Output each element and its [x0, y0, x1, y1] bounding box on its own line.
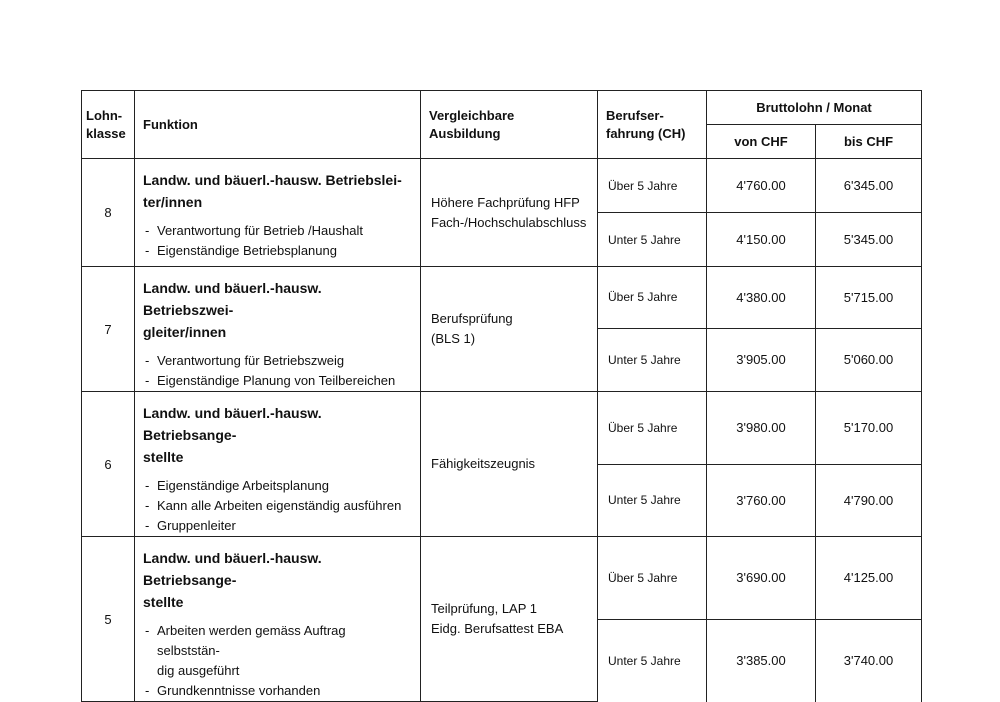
table-row — [82, 392, 922, 465]
ausbildung-cell: Höhere Fachprüfung HFP Fach-/Hochschulabschluss — [421, 159, 598, 267]
salary-bis-value: 4'125.00 — [816, 537, 922, 620]
duty-item: - Gruppenleiter — [143, 516, 412, 536]
experience-under-label: Unter 5 Jahre — [598, 464, 707, 537]
funktion-title: Landw. und bäuerl.-hausw. Betriebszwei- gleiter/innen — [143, 280, 322, 340]
lohnklasse-cell: 6 — [82, 392, 135, 537]
salary-bis-value: 4'790.00 — [816, 464, 922, 537]
experience-over-label: Über 5 Jahre — [598, 159, 707, 213]
table-body — [82, 159, 922, 702]
funktion-cell — [135, 537, 421, 702]
duty-item: - Eigenständige Betriebsplanung — [143, 241, 412, 261]
salary-bis-value: 5'715.00 — [816, 267, 922, 329]
header-bruttolohn: Bruttolohn / Monat — [707, 91, 922, 125]
salary-bis-value: 5'345.00 — [816, 213, 922, 267]
salary-bis-value: 5'060.00 — [816, 328, 922, 391]
lohnklasse-cell: 8 — [82, 159, 135, 267]
funktion-title: Landw. und bäuerl.-hausw. Betriebsange- stellte — [143, 405, 322, 465]
duty-list — [143, 221, 412, 261]
salary-bis-value: 6'345.00 — [816, 159, 922, 213]
lohnklasse-cell: 7 — [82, 267, 135, 392]
salary-von-value: 3'385.00 — [707, 619, 816, 702]
table-row — [82, 159, 922, 213]
salary-von-value: 4'150.00 — [707, 213, 816, 267]
salary-von-value: 4'760.00 — [707, 159, 816, 213]
salary-von-value: 3'690.00 — [707, 537, 816, 620]
duty-item: - Eigenständige Arbeitsplanung — [143, 476, 412, 496]
header-bis-chf: bis CHF — [816, 125, 922, 159]
funktion-title: Landw. und bäuerl.-hausw. Betriebsange- stellte — [143, 550, 322, 610]
funktion-title: Landw. und bäuerl.-hausw. Betriebslei- ter/innen — [143, 172, 402, 210]
header-funktion: Funktion — [135, 91, 421, 159]
duty-item: - Verantwortung für Betriebszweig — [143, 351, 412, 371]
header-berufserfahrung: Berufser- fahrung (CH) — [598, 91, 707, 159]
header-lohnklasse: Lohn- klasse — [82, 91, 135, 159]
ausbildung-cell: Fähigkeitszeugnis — [421, 392, 598, 537]
duty-item: - Verantwortung für Betrieb /Haushalt — [143, 221, 412, 241]
duty-item: - Eigenständige Planung von Teilbereichen — [143, 371, 412, 391]
duty-item: - Grundkenntnisse vorhanden — [143, 681, 412, 701]
salary-von-value: 4'380.00 — [707, 267, 816, 329]
experience-over-label: Über 5 Jahre — [598, 537, 707, 620]
funktion-cell — [135, 392, 421, 537]
ausbildung-cell: Teilprüfung, LAP 1 Eidg. Berufsattest EBA — [421, 537, 598, 702]
salary-bis-value: 5'170.00 — [816, 392, 922, 465]
header-von-chf: von CHF — [707, 125, 816, 159]
duty-list — [143, 476, 412, 536]
salary-von-value: 3'905.00 — [707, 328, 816, 391]
salary-bis-value: 3'740.00 — [816, 619, 922, 702]
experience-under-label: Unter 5 Jahre — [598, 213, 707, 267]
salary-table — [81, 90, 922, 702]
table-row — [82, 537, 922, 620]
table-row — [82, 267, 922, 329]
salary-von-value: 3'760.00 — [707, 464, 816, 537]
header-ausbildung: Vergleichbare Ausbildung — [421, 91, 598, 159]
duty-list — [143, 621, 412, 701]
funktion-cell — [135, 267, 421, 392]
experience-under-label: Unter 5 Jahre — [598, 619, 707, 702]
duty-list — [143, 351, 412, 391]
experience-over-label: Über 5 Jahre — [598, 392, 707, 465]
funktion-cell — [135, 159, 421, 267]
experience-under-label: Unter 5 Jahre — [598, 328, 707, 391]
duty-item: - Kann alle Arbeiten eigenständig ausführen — [143, 496, 412, 516]
ausbildung-cell: Berufsprüfung (BLS 1) — [421, 267, 598, 392]
lohnklasse-cell: 5 — [82, 537, 135, 702]
experience-over-label: Über 5 Jahre — [598, 267, 707, 329]
duty-item: - Arbeiten werden gemäss Auftrag selbststän- dig ausgeführt — [143, 621, 412, 681]
salary-von-value: 3'980.00 — [707, 392, 816, 465]
